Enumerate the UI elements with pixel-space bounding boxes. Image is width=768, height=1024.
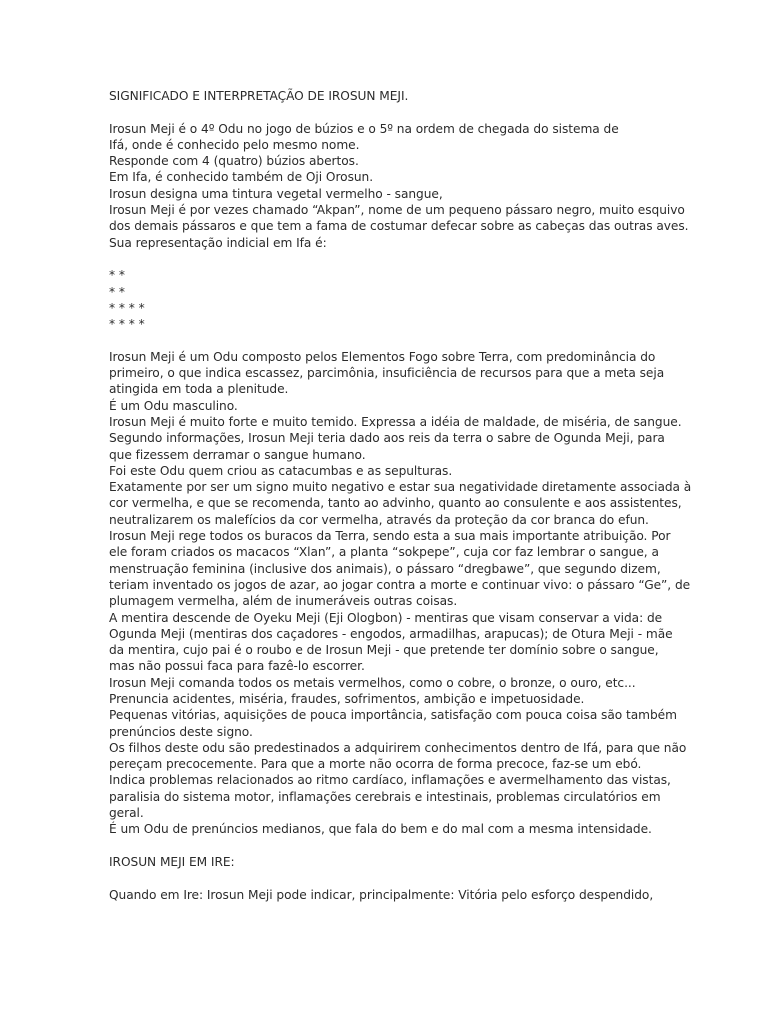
spacer xyxy=(109,104,669,120)
text-line: menstruação feminina (inclusive dos animais), o pássaro “dregbawe”, que segundo dizem, xyxy=(109,561,661,576)
text-line: Irosun designa uma tintura vegetal vermelho - sangue, xyxy=(109,186,443,201)
text-line: Irosun Meji é por vezes chamado “Akpan”, nome de um pequeno pássaro negro, muito esquivo xyxy=(109,203,685,218)
text-line: Sua representação indicial em Ifa é: xyxy=(109,235,327,250)
text-line: cor vermelha, e que se recomenda, tanto ao advinho, quanto ao consulente e aos assistentes, xyxy=(109,496,682,511)
spacer xyxy=(109,838,669,854)
text-line: Irosun Meji é um Odu composto pelos Elementos Fogo sobre Terra, com predominância do xyxy=(109,349,656,364)
text-line: Pequenas vitórias, aquisições de pouca importância, satisfação com pouca coisa são também xyxy=(109,708,677,723)
intro-paragraph xyxy=(109,121,689,251)
text-line: dos demais pássaros e que tem a fama de costumar defecar sobre as cabeças das outras aves. xyxy=(109,219,689,234)
text-line: geral. xyxy=(109,806,144,821)
text-line: Irosun Meji é o 4º Odu no jogo de búzios e o 5º na ordem de chegada do sistema de xyxy=(109,121,619,136)
sign-row: * * xyxy=(109,284,125,299)
sign-row: * * xyxy=(109,268,125,283)
text-line: Prenuncia acidentes, miséria, fraudes, sofrimentos, ambição e impetuosidade. xyxy=(109,691,585,706)
text-line: Foi este Odu quem criou as catacumbas e as sepulturas. xyxy=(109,463,453,478)
sign-row: * * * * xyxy=(109,317,145,332)
text-line: Ogunda Meji (mentiras dos caçadores - engodos, armadilhas, arapucas); de Otura Meji - mãe xyxy=(109,626,673,641)
spacer xyxy=(109,251,669,267)
spacer xyxy=(109,870,669,886)
text-line: plumagem vermelha, além de inumeráveis outras coisas. xyxy=(109,594,458,609)
text-line: Responde com 4 (quatro) búzios abertos. xyxy=(109,154,359,169)
text-line: atingida em toda a plenitude. xyxy=(109,382,289,397)
text-line: prenúncios deste signo. xyxy=(109,724,253,739)
text-line: da mentira, cujo pai é o roubo e de Irosun Meji - que pretende ter domínio sobre o sangue, xyxy=(109,643,659,658)
text-line: teriam inventado os jogos de azar, ao jogar contra a morte e continuar vivo: o pássaro “Ge”, de xyxy=(109,577,691,592)
text-line: Ifá, onde é conhecido pelo mesmo nome. xyxy=(109,137,360,152)
text-line: Irosun Meji comanda todos os metais vermelhos, como o cobre, o bronze, o ouro, etc... xyxy=(109,675,636,690)
text-line: Indica problemas relacionados ao ritmo cardíaco, inflamações e avermelhamento das vistas, xyxy=(109,773,671,788)
text-line: Segundo informações, Irosun Meji teria dado aos reis da terra o sabre de Ogunda Meji, para xyxy=(109,431,665,446)
text-line: primeiro, o que indica escassez, parcimônia, insuficiência de recursos para que a meta seja xyxy=(109,366,665,381)
text-line: neutralizarem os malefícios da cor vermelha, através da proteção da cor branca do efun. xyxy=(109,512,649,527)
spacer xyxy=(109,332,669,348)
text-line: Em Ifa, é conhecido também de Oji Orosun. xyxy=(109,170,374,185)
text-line: Os filhos deste odu são predestinados a adquirirem conhecimentos dentro de Ifá, para que não xyxy=(109,740,687,755)
section-heading: IROSUN MEJI EM IRE: xyxy=(109,854,235,869)
text-line: mas não possui faca para fazê-lo escorrer. xyxy=(109,659,365,674)
text-line: paralisia do sistema motor, inflamações cerebrais e intestinais, problemas circulatórios em xyxy=(109,789,661,804)
text-line: que fizessem derramar o sangue humano. xyxy=(109,447,366,462)
text-line: Quando em Ire: Irosun Meji pode indicar, principalmente: Vitória pelo esforço despendido, xyxy=(109,887,654,902)
text-line: É um Odu masculino. xyxy=(109,398,238,413)
document-title: SIGNIFICADO E INTERPRETAÇÃO DE IROSUN MEJI. xyxy=(109,89,409,103)
text-line: É um Odu de prenúncios medianos, que fala do bem e do mal com a mesma intensidade. xyxy=(109,822,652,837)
text-line: pereçam precocemente. Para que a morte não ocorra de forma precoce, faz-se um ebó. xyxy=(109,757,642,772)
document-page xyxy=(109,88,692,903)
body-paragraph xyxy=(109,349,692,838)
odu-sign xyxy=(109,267,669,332)
text-line: ele foram criados os macacos “Xlan”, a planta “sokpepe”, cuja cor faz lembrar o sangue, a xyxy=(109,545,659,560)
text-line: Irosun Meji é muito forte e muito temido. Expressa a idéia de maldade, de miséria, de sangue. xyxy=(109,414,682,429)
text-line: Irosun Meji rege todos os buracos da Terra, sendo esta a sua mais importante atribuição. Por xyxy=(109,529,671,544)
sign-row: * * * * xyxy=(109,300,145,315)
text-line: A mentira descende de Oyeku Meji (Eji Ologbon) - mentiras que visam conservar a vida: de xyxy=(109,610,663,625)
text-line: Exatamente por ser um signo muito negativo e estar sua negatividade diretamente associada à xyxy=(109,480,692,495)
